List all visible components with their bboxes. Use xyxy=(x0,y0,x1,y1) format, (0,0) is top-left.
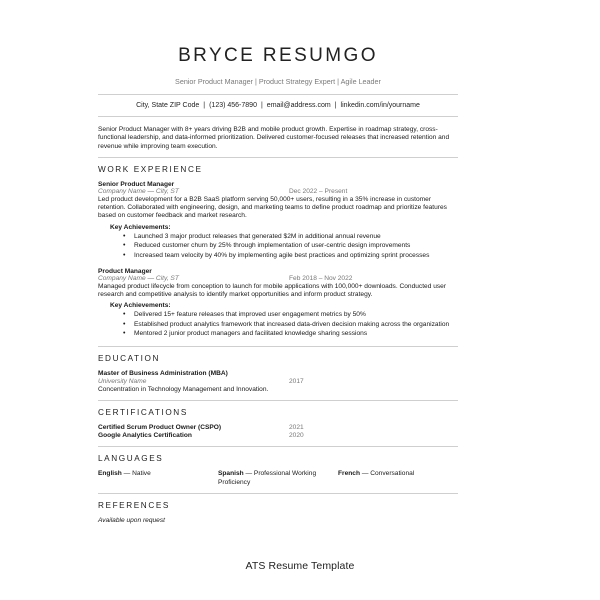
divider xyxy=(98,493,458,494)
contact-line xyxy=(98,102,458,109)
divider xyxy=(98,446,458,447)
language-name: French xyxy=(338,470,360,478)
certifications-list xyxy=(98,424,458,440)
education-entry xyxy=(98,370,458,394)
education-year: 2017 xyxy=(289,377,304,385)
contact-separator: | xyxy=(260,102,263,109)
section-title-references: REFERENCES xyxy=(98,500,170,510)
job-title: Product Manager xyxy=(98,267,152,275)
contact-address: City, State ZIP Code xyxy=(136,102,200,109)
section-title-experience: WORK EXPERIENCE xyxy=(98,164,203,174)
references-text: Available upon request xyxy=(98,516,165,524)
education-degree: Master of Business Administration (MBA) xyxy=(98,369,228,377)
job-description: Managed product lifecycle from conception to launch for mobile applications with 100,000+ downloads. Conducted user research and competitive analysis to identify market opportunities and inform product strategy. xyxy=(98,282,447,298)
achievements-label: Key Achievements: xyxy=(110,223,171,231)
job-dates: Dec 2022 – Present xyxy=(289,187,348,195)
language-level: — Conversational xyxy=(361,470,415,478)
job-title: Senior Product Manager xyxy=(98,180,175,188)
certification-year: 2020 xyxy=(289,432,304,440)
job-meta xyxy=(98,275,458,283)
achievements-list xyxy=(98,232,458,261)
job-entry xyxy=(98,268,458,339)
divider xyxy=(98,157,458,158)
contact-linkedin: linkedin.com/in/yourname xyxy=(340,102,420,109)
contact-separator: | xyxy=(334,102,337,109)
language-name: Spanish xyxy=(218,470,244,478)
education-degree-row xyxy=(98,370,458,378)
language-level: — Native xyxy=(123,470,151,478)
language-item xyxy=(218,470,338,487)
contact-phone: (123) 456-7890 xyxy=(209,102,257,109)
job-company: Company Name — City, ST xyxy=(98,187,179,195)
language-item xyxy=(338,470,458,487)
certification-row xyxy=(98,432,458,440)
languages-list xyxy=(98,470,458,487)
achievements-list xyxy=(98,310,458,339)
section-title-education: EDUCATION xyxy=(98,353,161,363)
education-school: University Name xyxy=(98,377,147,385)
resume-name: BRYCE RESUMGO xyxy=(178,45,378,66)
section-title-certifications: CERTIFICATIONS xyxy=(98,408,188,418)
certification-name: Google Analytics Certification xyxy=(98,432,192,440)
job-meta xyxy=(98,188,458,196)
certification-year: 2021 xyxy=(289,424,304,432)
list-item: • Increased team velocity by 40% by implementing agile best practices and optimizing sprint processes xyxy=(134,251,458,261)
language-level: — Professional Working Proficiency xyxy=(218,470,317,486)
resume-page xyxy=(98,44,458,524)
divider xyxy=(98,400,458,401)
certification-row xyxy=(98,424,458,432)
list-item: • Launched 3 major product releases that generated $2M in additional annual revenue xyxy=(134,232,458,242)
language-name: English xyxy=(98,470,122,478)
job-dates: Feb 2018 – Nov 2022 xyxy=(289,274,353,282)
job-description: Led product development for a B2B SaaS platform serving 50,000+ users, resulting in a 35% increase in customer retention. Collaborated with engineering, design, and marketing teams to define product roadmap and prioritize features based on customer feedback and market research. xyxy=(98,195,447,220)
education-school-row xyxy=(98,378,458,386)
language-item xyxy=(98,470,218,487)
achievements-label: Key Achievements: xyxy=(110,302,171,310)
education-concentration: Concentration in Technology Management and Innovation. xyxy=(98,385,269,393)
divider xyxy=(98,94,458,95)
template-caption: ATS Resume Template xyxy=(245,560,355,572)
divider xyxy=(98,116,458,117)
contact-email: email@address.com xyxy=(266,102,331,109)
section-title-languages: LANGUAGES xyxy=(98,454,164,464)
list-item: • Delivered 15+ feature releases that improved user engagement metrics by 50% xyxy=(134,310,458,320)
divider xyxy=(98,346,458,347)
list-item: • Reduced customer churn by 25% through implementation of user-centric design improvements xyxy=(134,241,458,251)
summary: Senior Product Manager with 8+ years driving B2B and mobile product growth. Expertise in roadmap strategy, cross-functional leadership, and data-informed prioritization. Delivered customer-focused releases that increased retention and revenue while improving team execution. xyxy=(98,126,450,150)
list-item: • Established product analytics framework that increased data-driven decision making across the organization xyxy=(134,320,458,330)
resume-subtitle: Senior Product Manager | Product Strategy Expert | Agile Leader xyxy=(175,77,381,86)
list-item: • Mentored 2 junior product managers and facilitated knowledge sharing sessions xyxy=(134,329,458,339)
certification-name: Certified Scrum Product Owner (CSPO) xyxy=(98,424,222,432)
job-entry xyxy=(98,181,458,261)
contact-separator: | xyxy=(203,102,206,109)
job-company: Company Name — City, ST xyxy=(98,274,179,282)
